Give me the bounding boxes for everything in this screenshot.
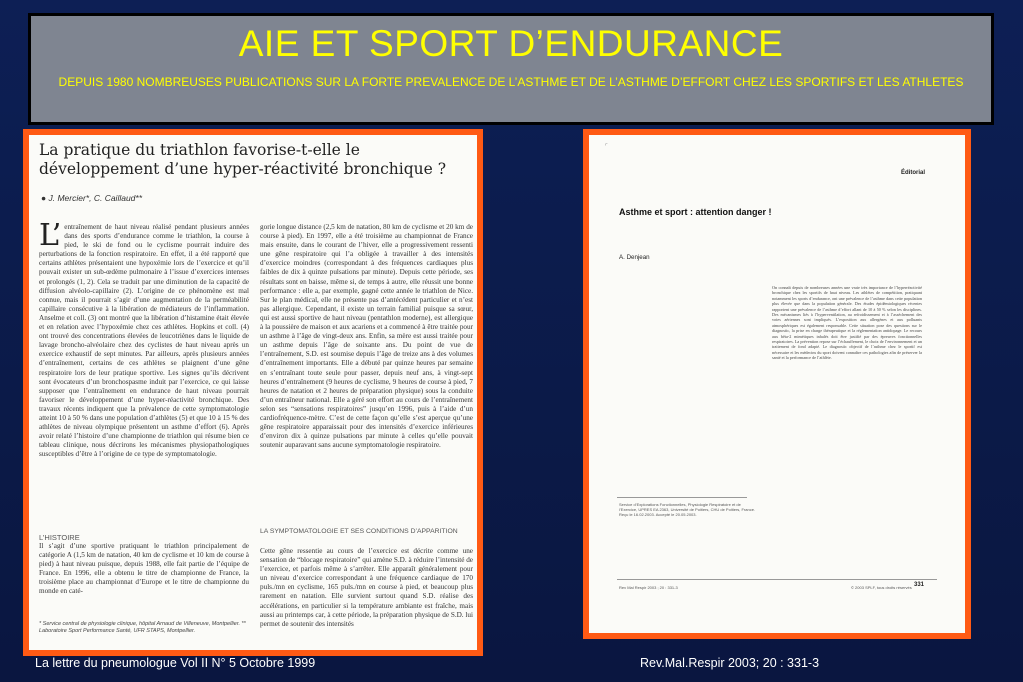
left-article-frame [23, 129, 483, 656]
right-article-note: Service d’Explorations Fonctionnelles, Physiologie Respiratoire et de l’Exercice, UPRES EA 2363, Université de Poitiers, CHU de Poitiers, France. Reçu le 16.02.2003. Accepté le 20.05.2003. [619, 502, 756, 517]
caption-left: La lettre du pneumologue Vol II N° 5 Octobre 1999 [35, 656, 316, 670]
caption-right: Rev.Mal.Respir 2003; 20 : 331-3 [640, 656, 820, 670]
slide-title: AIE ET SPORT D’ENDURANCE [238, 23, 784, 64]
left-article-column-2b: Cette gêne ressentie au cours de l’exercice est décrite comme une sensation de “blocage respiratoire” qui amène S.D. à réduire l’intensité de l’exercice, et parfois même à s’arrêter. Elle apparaît généralement pour un niveau d’exercice correspondant à une fréquence cardiaque de 170 puls./mn en cyclisme, 165 puls./mn en course à pied, et beaucoup plus rarement en natation. Elle survient surtout quand S.D. réalise des accélérations, en particulier si la température ambiante est fraîche, mais aussi au printemps car, à cette période, la préparation physique de S.D. lui permet de soutenir des intensités [260, 547, 473, 628]
right-article-footer-right: © 2003 SPLF, tous droits réservés [851, 585, 912, 590]
right-article-body: On connaît depuis de nombreuses années une vraie très importance de l’hyperréactivité bronchique chez les sportifs de haut niveau. Les athlètes de compétition, pratiquant notamment les sports d’endurance, ont une prévalence de l’asthme dans cette population plus élevée que dans la population générale. Des études épidémiologiques récentes rapportent une prévalence de l’asthme d’effort allant de 10 à 50 % selon les disciplines. Des mécanismes liés à l’hyperventilation, au refroidissement et à l’assèchement des voies aériennes sont impliqués. L’exposition aux allergènes et aux polluants atmosphériques est également responsable. Cette situation pose des questions sur le diagnostic, la prise en charge thérapeutique et la réglementation antidopage. Le recours aux bêta-2 mimétiques inhalés doit être justifié par des épreuves fonctionnelles respiratoires. La prévention repose sur l’échauffement, le choix de l’environnement et un traitement de fond adapté. Le diagnostic objectif de l’asthme chez le sportif est nécessaire et les médecins du sport doivent connaître ces pathologies afin de préserver la santé et la performance de l’athlète. [772, 285, 922, 361]
slide-header [28, 13, 994, 125]
slide-subtitle: DEPUIS 1980 NOMBREUSES PUBLICATIONS SUR LA FORTE PREVALENCE DE L’ASTHME ET DE L’ASTHME D’EFFORT CHEZ LES SPORTIFS ET LES ATHLETES [58, 75, 964, 89]
divider [617, 497, 747, 498]
page-number: 331 [914, 582, 925, 588]
divider [617, 579, 937, 580]
left-article-title: La pratique du triathlon favorise-t-elle le développement d’une hyper-réactivité bronchique ? [39, 141, 447, 178]
left-article-column-1b: Il s’agit d’une sportive pratiquant le triathlon principalement de catégorie A (1,5 km de natation, 40 km de cyclisme et 10 km de course à pied) à haut niveau puisque, depuis 1988, elle fait partie de l’équipe de France. En 1996, elle a obtenu le titre de championne de France, la troisième place au championnat d’Europe et le titre de championne du monde en caté- [39, 542, 249, 596]
left-article-col1-text: entraînement de haut niveau réalisé pendant plusieurs années dans des sports d’endurance comme le triathlon, la course à pied, le ski de fond ou le cyclisme pourrait induire des perturbations de la fonction respiratoire. En effet, il a été rapporté que certains athlètes présentaient une hypoxémie lors de l’exercice et qu’il pouvait exister un sub-œdème pulmonaire à l’issue d’exercices intenses et prolongés (1, 2). Cela se traduit par une diminution de la capacité de diffusion alvéolo-capillaire (2). L’origine de ce phénomène est mal connue, mais il pourrait s’agir d’une augmentation de la perméabilité capillaire consécutive à la libération de médiateurs de l’inflammation. Anselme et coll. (3) ont montré que la libération d’histamine était élevée et en relation avec l’hypoxémie chez ces athlètes. Hopkins et coll. (4) ont trouvé des concentrations élevées de leucotriènes dans le liquide de lavage broncho-alvéolaire chez des cyclistes de haut niveau après un exercice exhaustif de sept minutes. Par ailleurs, après plusieurs années d’entraînement, certains de ces athlètes se plaignent d’une gêne respiratoire lors de leur pratique sportive. Les signes qu’ils décrivent sont évocateurs d’un bronchospasme induit par l’exercice, ce qui laisse supposer que l’entraînement en endurance de haut niveau pourrait favoriser le développement d’une hyper-réactivité bronchique. Des travaux récents indiquent que la prévalence de cette symptomatologie atteint 10 à 50 % dans une population d’athlètes (5) et que 10 à 15 % des athlètes de niveau olympique présentent un asthme d’effort (6). Après avoir relaté l’histoire d’une championne de triathlon qui résume bien ce tableau clinique, nous décrirons les mécanismes physiopathologiques susceptibles d’être à l’origine de ce type de symptomatologie. [39, 223, 249, 459]
editorial-label: Éditorial [900, 170, 925, 176]
right-article-frame [583, 129, 971, 639]
section-heading-symptomatologie: LA SYMPTOMATOLOGIE ET SES CONDITIONS D’APPARITION [260, 528, 458, 535]
dropcap: L’ [39, 223, 62, 253]
left-article-column-1 [39, 223, 249, 533]
left-article-footnote: * Service central de physiologie clinique, hôpital Arnaud de Villeneuve, Montpellier. ** Laboratoire Sport Performance Santé, UFR STAPS, Montpellier. [39, 621, 246, 634]
left-article-column-2: gorie longue distance (2,5 km de natation, 80 km de cyclisme et 20 km de course à pied). En 1997, elle a été troisième au championnat de France mais ensuite, dans le courant de l’hiver, elle a progressivement ressenti une gêne respiratoire qui l’a obligée à travailler à des intensités d’exercice moindres (correspondant à des fréquences cardiaques plus faibles de dix à quinze pulsations par minute). Depuis cette période, ses résultats sont en baisse, même si, de temps à autre, elle réussit une bonne performance : elle a, par exemple, gagné cette année le triathlon de Nice. Sur le plan médical, elle ne présente pas d’antécédent particulier et n’est pas allergique. Cependant, il existe un terrain familial puisque sa sœur, qui est aussi sportive de haut niveau (pentathlon moderne), est allergique à la poussière de maison et aux acariens et a commencé à être traitée pour un asthme à l’âge de vingt-deux ans. Enfin, sa mère est aussi traitée pour un asthme depuis l’âge de soixante ans. Du point de vue de l’entraînement, S.D. est soumise depuis l’âge de treize ans à des volumes d’entraînement importants. Elle a débuté par quinze heures par semaine en s’entraînant toute seule pour passer, depuis neuf ans, à vingt-sept heures d’entraînement (9 heures de cyclisme, 9 heures de course à pied, 7 heures de natation et 2 heures de préparation physique) sous la conduite d’un entraîneur national. Elle a géré son effort au cours de l’entraînement selon ses “sensations respiratoires” jusqu’en 1996, puis à l’aide d’un cardiofréquence-mètre. C’est de cette façon qu’elle s’est aperçue qu’une gêne respiratoire apparaissait pour des intensités d’exercice inférieures d’environ dix à quinze pulsations par minute à celles qu’elle pouvait soutenir auparavant sans aucune symptomatologie respiratoire. [260, 223, 473, 450]
left-article-scan [29, 135, 477, 650]
left-article-authors: ● J. Mercier*, C. Caillaud** [41, 193, 143, 203]
right-article-scan [589, 135, 965, 633]
right-article-footer-left: Rev Mal Respir 2003 ; 20 : 331-3 [619, 585, 678, 590]
right-article-title: Asthme et sport : attention danger ! [619, 207, 772, 217]
corner-mark-icon: ⌜ [605, 144, 608, 150]
right-article-author: A. Denjean [619, 254, 650, 261]
section-heading-histoire: L’HISTOIRE [39, 533, 80, 542]
